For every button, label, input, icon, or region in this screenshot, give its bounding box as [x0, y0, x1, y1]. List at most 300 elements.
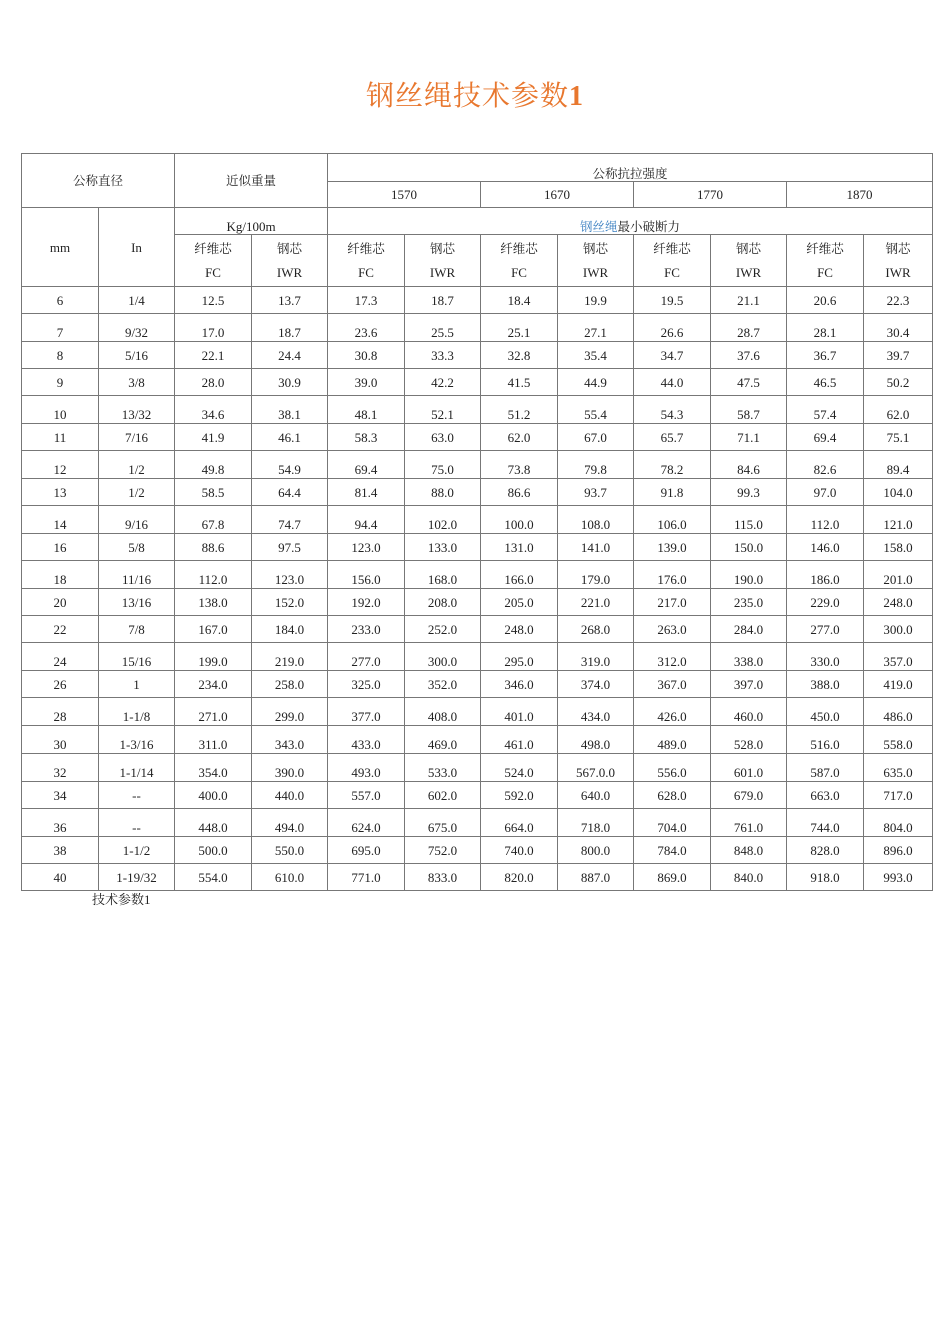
- table-cell: 426.0: [634, 698, 711, 726]
- table-cell: 235.0: [711, 589, 787, 616]
- table-cell: 108.0: [558, 506, 634, 534]
- table-row: [22, 726, 933, 754]
- table-cell: 26: [22, 671, 99, 698]
- table-cell: 13.7: [252, 287, 328, 314]
- table-cell: 79.8: [558, 451, 634, 479]
- table-cell: 300.0: [405, 643, 481, 671]
- table-cell: 408.0: [405, 698, 481, 726]
- table-cell: 500.0: [175, 837, 252, 864]
- table-row: [22, 809, 933, 837]
- table-cell: 498.0: [558, 726, 634, 754]
- table-cell: 40: [22, 864, 99, 891]
- table-cell: 48.1: [328, 396, 405, 424]
- table-cell: 489.0: [634, 726, 711, 754]
- table-cell: 65.7: [634, 424, 711, 451]
- table-cell: 401.0: [481, 698, 558, 726]
- table-cell: 88.6: [175, 534, 252, 561]
- header-fiber-core: [634, 235, 711, 287]
- table-cell: 5/16: [99, 342, 175, 369]
- core-code: FC: [664, 265, 680, 280]
- table-cell: 25.1: [481, 314, 558, 342]
- table-cell: 330.0: [787, 643, 864, 671]
- table-cell: 469.0: [405, 726, 481, 754]
- table-cell: 397.0: [711, 671, 787, 698]
- table-cell: 146.0: [787, 534, 864, 561]
- core-label: 纤维芯: [194, 241, 232, 256]
- table-cell: 311.0: [175, 726, 252, 754]
- table-cell: 22.3: [864, 287, 933, 314]
- table-cell: 567.0.0: [558, 754, 634, 782]
- table-cell: 277.0: [787, 616, 864, 643]
- table-row: [22, 396, 933, 424]
- table-cell: 744.0: [787, 809, 864, 837]
- table-cell: 75.1: [864, 424, 933, 451]
- table-row: [22, 589, 933, 616]
- table-cell: --: [99, 809, 175, 837]
- table-cell: 100.0: [481, 506, 558, 534]
- table-cell: 761.0: [711, 809, 787, 837]
- table-cell: 268.0: [558, 616, 634, 643]
- table-cell: 8: [22, 342, 99, 369]
- header-steel-core: [558, 235, 634, 287]
- core-code: FC: [205, 265, 221, 280]
- table-cell: 343.0: [252, 726, 328, 754]
- table-cell: 13: [22, 479, 99, 506]
- table-cell: 295.0: [481, 643, 558, 671]
- table-row: [22, 782, 933, 809]
- table-cell: 679.0: [711, 782, 787, 809]
- table-cell: 448.0: [175, 809, 252, 837]
- table-cell: 11/16: [99, 561, 175, 589]
- table-cell: 62.0: [864, 396, 933, 424]
- table-cell: 887.0: [558, 864, 634, 891]
- table-cell: 284.0: [711, 616, 787, 643]
- table-cell: 93.7: [558, 479, 634, 506]
- table-cell: 69.4: [787, 424, 864, 451]
- table-cell: 54.9: [252, 451, 328, 479]
- table-cell: 51.2: [481, 396, 558, 424]
- table-row: [22, 616, 933, 643]
- breaking-force-label: 最小破断力: [617, 219, 681, 234]
- table-cell: 152.0: [252, 589, 328, 616]
- table-cell: 13/16: [99, 589, 175, 616]
- table-cell: 9: [22, 369, 99, 396]
- table-cell: 20: [22, 589, 99, 616]
- header-steel-core: [405, 235, 481, 287]
- table-cell: 820.0: [481, 864, 558, 891]
- title-number: 1: [569, 81, 584, 112]
- table-cell: 30: [22, 726, 99, 754]
- table-cell: 121.0: [864, 506, 933, 534]
- table-cell: 610.0: [252, 864, 328, 891]
- table-cell: 784.0: [634, 837, 711, 864]
- table-cell: 35.4: [558, 342, 634, 369]
- table-cell: 74.7: [252, 506, 328, 534]
- table-cell: 141.0: [558, 534, 634, 561]
- table-cell: 493.0: [328, 754, 405, 782]
- table-cell: 71.1: [711, 424, 787, 451]
- table-cell: 102.0: [405, 506, 481, 534]
- table-cell: 123.0: [252, 561, 328, 589]
- table-cell: 28: [22, 698, 99, 726]
- table-cell: 319.0: [558, 643, 634, 671]
- table-cell: 704.0: [634, 809, 711, 837]
- core-label: 钢芯: [430, 241, 456, 256]
- footnote-text: 技术参数: [92, 893, 145, 908]
- table-cell: 217.0: [634, 589, 711, 616]
- table-cell: 434.0: [558, 698, 634, 726]
- table-cell: 30.4: [864, 314, 933, 342]
- table-cell: 166.0: [481, 561, 558, 589]
- header-steel-core: [252, 235, 328, 287]
- table-cell: 533.0: [405, 754, 481, 782]
- table-cell: 104.0: [864, 479, 933, 506]
- table-cell: 78.2: [634, 451, 711, 479]
- core-label: 钢芯: [583, 241, 609, 256]
- table-cell: 374.0: [558, 671, 634, 698]
- table-row: [22, 754, 933, 782]
- table-cell: 1-1/2: [99, 837, 175, 864]
- table-cell: 94.4: [328, 506, 405, 534]
- title-text: 钢丝绳技术参数: [365, 79, 569, 112]
- table-cell: 33.3: [405, 342, 481, 369]
- table-cell: 312.0: [634, 643, 711, 671]
- table-cell: 11: [22, 424, 99, 451]
- table-cell: 12.5: [175, 287, 252, 314]
- table-cell: 139.0: [634, 534, 711, 561]
- table-cell: 37.6: [711, 342, 787, 369]
- table-cell: 1: [99, 671, 175, 698]
- core-label: 纤维芯: [653, 241, 691, 256]
- table-cell: 167.0: [175, 616, 252, 643]
- core-label: 钢芯: [277, 241, 303, 256]
- table-cell: 32.8: [481, 342, 558, 369]
- table-cell: 18.7: [405, 287, 481, 314]
- table-cell: 695.0: [328, 837, 405, 864]
- core-label: 纤维芯: [500, 241, 538, 256]
- table-cell: 63.0: [405, 424, 481, 451]
- table-cell: 486.0: [864, 698, 933, 726]
- header-in: In: [99, 208, 175, 287]
- table-cell: 67.0: [558, 424, 634, 451]
- table-row: [22, 287, 933, 314]
- table-cell: 22: [22, 616, 99, 643]
- table-cell: 15/16: [99, 643, 175, 671]
- table-cell: 717.0: [864, 782, 933, 809]
- table-row: [22, 369, 933, 396]
- table-cell: 25.5: [405, 314, 481, 342]
- table-cell: 7/8: [99, 616, 175, 643]
- table-cell: 49.8: [175, 451, 252, 479]
- table-cell: 377.0: [328, 698, 405, 726]
- table-cell: 176.0: [634, 561, 711, 589]
- header-steel-core: [864, 235, 933, 287]
- core-code: FC: [817, 265, 833, 280]
- table-cell: 192.0: [328, 589, 405, 616]
- header-tensile-strength: 公称抗拉强度: [328, 154, 933, 182]
- table-cell: 664.0: [481, 809, 558, 837]
- table-cell: 44.0: [634, 369, 711, 396]
- header-breaking-force: [328, 208, 933, 235]
- footnote-number: 1: [144, 892, 151, 907]
- table-cell: 150.0: [711, 534, 787, 561]
- table-cell: 84.6: [711, 451, 787, 479]
- table-cell: 592.0: [481, 782, 558, 809]
- table-cell: 47.5: [711, 369, 787, 396]
- table-cell: 69.4: [328, 451, 405, 479]
- table-cell: 1-1/8: [99, 698, 175, 726]
- table-cell: 12: [22, 451, 99, 479]
- table-cell: 7: [22, 314, 99, 342]
- table-cell: 804.0: [864, 809, 933, 837]
- table-cell: 34.7: [634, 342, 711, 369]
- table-cell: 58.5: [175, 479, 252, 506]
- table-cell: 663.0: [787, 782, 864, 809]
- table-cell: 740.0: [481, 837, 558, 864]
- table-row: [22, 698, 933, 726]
- table-cell: 38.1: [252, 396, 328, 424]
- table-cell: 325.0: [328, 671, 405, 698]
- table-row: [22, 451, 933, 479]
- table-cell: 400.0: [175, 782, 252, 809]
- table-cell: 27.1: [558, 314, 634, 342]
- table-row: [22, 643, 933, 671]
- table-cell: 24.4: [252, 342, 328, 369]
- table-cell: 39.7: [864, 342, 933, 369]
- header-grade: 1670: [481, 182, 634, 208]
- table-cell: 16: [22, 534, 99, 561]
- table-cell: 640.0: [558, 782, 634, 809]
- table-cell: 219.0: [252, 643, 328, 671]
- table-cell: 156.0: [328, 561, 405, 589]
- table-cell: 106.0: [634, 506, 711, 534]
- table-cell: 57.4: [787, 396, 864, 424]
- table-cell: 99.3: [711, 479, 787, 506]
- table-cell: 367.0: [634, 671, 711, 698]
- footnote: [92, 889, 151, 908]
- header-mm: mm: [22, 208, 99, 287]
- table-row: [22, 864, 933, 891]
- table-cell: 19.9: [558, 287, 634, 314]
- table-cell: 97.0: [787, 479, 864, 506]
- table-cell: 55.4: [558, 396, 634, 424]
- table-cell: 277.0: [328, 643, 405, 671]
- table-cell: 752.0: [405, 837, 481, 864]
- table-cell: 75.0: [405, 451, 481, 479]
- table-cell: 258.0: [252, 671, 328, 698]
- table-cell: 993.0: [864, 864, 933, 891]
- table-cell: 58.7: [711, 396, 787, 424]
- table-cell: 271.0: [175, 698, 252, 726]
- table-cell: 28.7: [711, 314, 787, 342]
- table-cell: 199.0: [175, 643, 252, 671]
- table-cell: 390.0: [252, 754, 328, 782]
- table-cell: 179.0: [558, 561, 634, 589]
- table-cell: 248.0: [481, 616, 558, 643]
- table-cell: 91.8: [634, 479, 711, 506]
- table-cell: 58.3: [328, 424, 405, 451]
- table-cell: 21.1: [711, 287, 787, 314]
- table-cell: 10: [22, 396, 99, 424]
- table-cell: 550.0: [252, 837, 328, 864]
- table-cell: 201.0: [864, 561, 933, 589]
- table-cell: 3/8: [99, 369, 175, 396]
- table-cell: 558.0: [864, 726, 933, 754]
- table-cell: 14: [22, 506, 99, 534]
- table-cell: 89.4: [864, 451, 933, 479]
- table-cell: 440.0: [252, 782, 328, 809]
- table-cell: --: [99, 782, 175, 809]
- table-cell: 624.0: [328, 809, 405, 837]
- header-fiber-core: [787, 235, 864, 287]
- table-row: [22, 534, 933, 561]
- table-cell: 338.0: [711, 643, 787, 671]
- table-cell: 419.0: [864, 671, 933, 698]
- table-cell: 602.0: [405, 782, 481, 809]
- table-cell: 556.0: [634, 754, 711, 782]
- table-cell: 32: [22, 754, 99, 782]
- table-cell: 18.4: [481, 287, 558, 314]
- table-cell: 221.0: [558, 589, 634, 616]
- table-cell: 346.0: [481, 671, 558, 698]
- table-cell: 208.0: [405, 589, 481, 616]
- header-grade: 1870: [787, 182, 933, 208]
- table-cell: 800.0: [558, 837, 634, 864]
- table-cell: 158.0: [864, 534, 933, 561]
- header-approx-weight: 近似重量: [175, 154, 328, 208]
- table-cell: 50.2: [864, 369, 933, 396]
- table-cell: 22.1: [175, 342, 252, 369]
- table-cell: 352.0: [405, 671, 481, 698]
- core-label: 钢芯: [736, 241, 762, 256]
- core-code: FC: [511, 265, 527, 280]
- table-cell: 36: [22, 809, 99, 837]
- table-cell: 138.0: [175, 589, 252, 616]
- table-cell: 24: [22, 643, 99, 671]
- table-cell: 186.0: [787, 561, 864, 589]
- header-nominal-diameter: 公称直径: [22, 154, 175, 208]
- table-cell: 36.7: [787, 342, 864, 369]
- table-cell: 524.0: [481, 754, 558, 782]
- table-cell: 205.0: [481, 589, 558, 616]
- table-cell: 1-19/32: [99, 864, 175, 891]
- table-cell: 97.5: [252, 534, 328, 561]
- table-cell: 388.0: [787, 671, 864, 698]
- core-code: IWR: [276, 265, 303, 280]
- table-cell: 557.0: [328, 782, 405, 809]
- table-cell: 46.5: [787, 369, 864, 396]
- table-cell: 248.0: [864, 589, 933, 616]
- core-code: IWR: [429, 265, 456, 280]
- table-cell: 86.6: [481, 479, 558, 506]
- core-code: IWR: [582, 265, 609, 280]
- page-title: [0, 74, 950, 114]
- table-cell: 41.5: [481, 369, 558, 396]
- table-cell: 234.0: [175, 671, 252, 698]
- table-cell: 869.0: [634, 864, 711, 891]
- header-fiber-core: [481, 235, 558, 287]
- table-row: [22, 314, 933, 342]
- header-fiber-core: [175, 235, 252, 287]
- table-cell: 1/2: [99, 451, 175, 479]
- table-cell: 54.3: [634, 396, 711, 424]
- table-cell: 918.0: [787, 864, 864, 891]
- core-label: 钢芯: [885, 241, 911, 256]
- table-cell: 34: [22, 782, 99, 809]
- table-cell: 675.0: [405, 809, 481, 837]
- table-row: [22, 424, 933, 451]
- table-cell: 39.0: [328, 369, 405, 396]
- table-cell: 1/2: [99, 479, 175, 506]
- core-label: 纤维芯: [347, 241, 385, 256]
- table-cell: 718.0: [558, 809, 634, 837]
- table-cell: 461.0: [481, 726, 558, 754]
- table-cell: 115.0: [711, 506, 787, 534]
- header-grade: 1570: [328, 182, 481, 208]
- table-cell: 41.9: [175, 424, 252, 451]
- table-cell: 17.3: [328, 287, 405, 314]
- table-cell: 28.0: [175, 369, 252, 396]
- core-code: IWR: [735, 265, 762, 280]
- table-cell: 17.0: [175, 314, 252, 342]
- table-cell: 18.7: [252, 314, 328, 342]
- table-cell: 23.6: [328, 314, 405, 342]
- core-code: IWR: [885, 265, 911, 280]
- table-cell: 30.9: [252, 369, 328, 396]
- table-cell: 46.1: [252, 424, 328, 451]
- table-cell: 828.0: [787, 837, 864, 864]
- table-body: [22, 287, 933, 891]
- table-cell: 628.0: [634, 782, 711, 809]
- table-cell: 168.0: [405, 561, 481, 589]
- table-row: [22, 479, 933, 506]
- table-cell: 67.8: [175, 506, 252, 534]
- header-grade: 1770: [634, 182, 787, 208]
- table-cell: 299.0: [252, 698, 328, 726]
- table-cell: 896.0: [864, 837, 933, 864]
- breaking-force-highlight: 钢丝绳: [580, 219, 618, 234]
- table-cell: 19.5: [634, 287, 711, 314]
- table-cell: 635.0: [864, 754, 933, 782]
- table-cell: 190.0: [711, 561, 787, 589]
- table-cell: 229.0: [787, 589, 864, 616]
- table-cell: 18: [22, 561, 99, 589]
- table-cell: 82.6: [787, 451, 864, 479]
- table-cell: 13/32: [99, 396, 175, 424]
- table-cell: 184.0: [252, 616, 328, 643]
- table-cell: 528.0: [711, 726, 787, 754]
- header-fiber-core: [328, 235, 405, 287]
- table-cell: 771.0: [328, 864, 405, 891]
- table-cell: 81.4: [328, 479, 405, 506]
- table-cell: 44.9: [558, 369, 634, 396]
- table-row: [22, 342, 933, 369]
- table-cell: 233.0: [328, 616, 405, 643]
- table-cell: 516.0: [787, 726, 864, 754]
- table-cell: 1/4: [99, 287, 175, 314]
- table-cell: 354.0: [175, 754, 252, 782]
- table-cell: 131.0: [481, 534, 558, 561]
- table-row: [22, 561, 933, 589]
- wire-rope-spec-table: [21, 153, 933, 891]
- table-cell: 30.8: [328, 342, 405, 369]
- table-cell: 263.0: [634, 616, 711, 643]
- table-cell: 6: [22, 287, 99, 314]
- core-code: FC: [358, 265, 374, 280]
- table-cell: 64.4: [252, 479, 328, 506]
- table-cell: 123.0: [328, 534, 405, 561]
- table-cell: 840.0: [711, 864, 787, 891]
